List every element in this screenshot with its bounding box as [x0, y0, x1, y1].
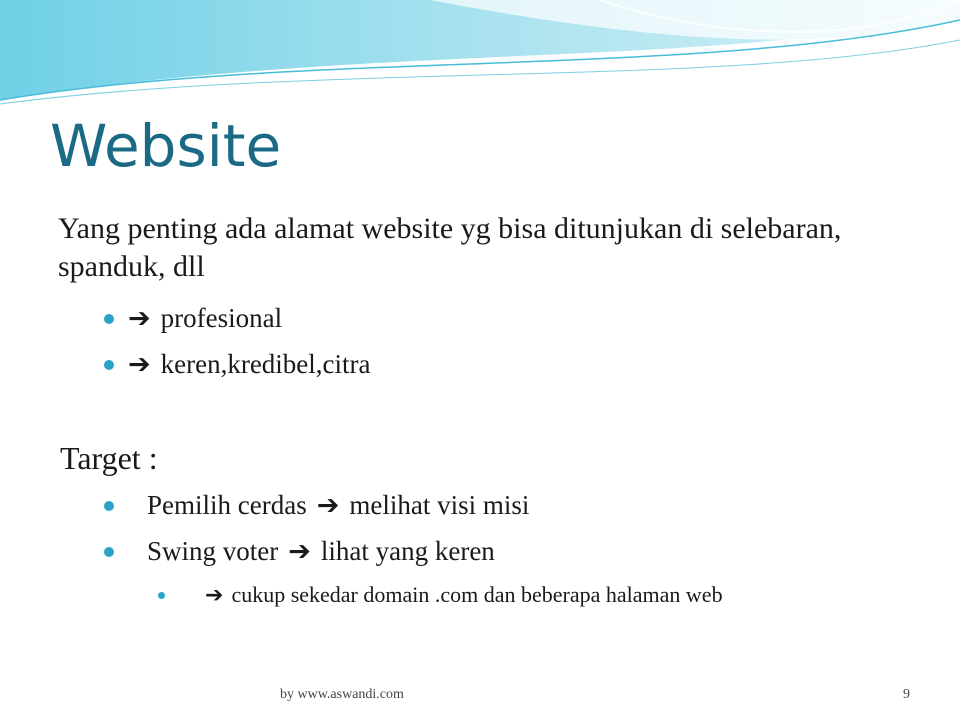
bullet-text: profesional — [160, 303, 283, 333]
arrow-right-icon: ➔ — [316, 490, 340, 521]
bullet-dot-icon — [104, 360, 114, 370]
header-wave-decoration — [0, 0, 960, 110]
target-item — [104, 536, 495, 567]
slide-number: 9 — [903, 687, 910, 702]
footer-credit: by www.aswandi.com — [280, 687, 404, 702]
arrow-right-icon: ➔ — [205, 582, 224, 608]
bullet-dot-icon — [104, 314, 114, 324]
bullet-dot-icon — [104, 547, 114, 557]
arrow-right-icon: ➔ — [128, 303, 151, 334]
bullet-dot-icon — [104, 501, 114, 511]
sub-bullet-item — [158, 582, 723, 608]
intro-text: Yang penting ada alamat website yg bisa ditunjukan di selebaran, spanduk, dll — [58, 212, 842, 283]
target-text-after: melihat visi misi — [349, 490, 530, 520]
target-text-before: Pemilih cerdas — [147, 490, 307, 520]
slide-title: Website — [50, 112, 282, 180]
target-label: Target : — [60, 440, 158, 476]
target-text-after: lihat yang keren — [320, 536, 495, 566]
target-item — [104, 490, 529, 521]
target-text-before: Swing voter — [147, 536, 279, 566]
bullet-item — [104, 303, 282, 334]
bullet-dot-icon — [158, 592, 165, 599]
bullet-text: keren,kredibel,citra — [160, 349, 371, 379]
bullet-item — [104, 349, 371, 380]
sub-bullet-text: cukup sekedar domain .com dan beberapa halaman web — [231, 582, 723, 607]
arrow-right-icon: ➔ — [288, 536, 311, 567]
arrow-right-icon: ➔ — [128, 349, 151, 380]
